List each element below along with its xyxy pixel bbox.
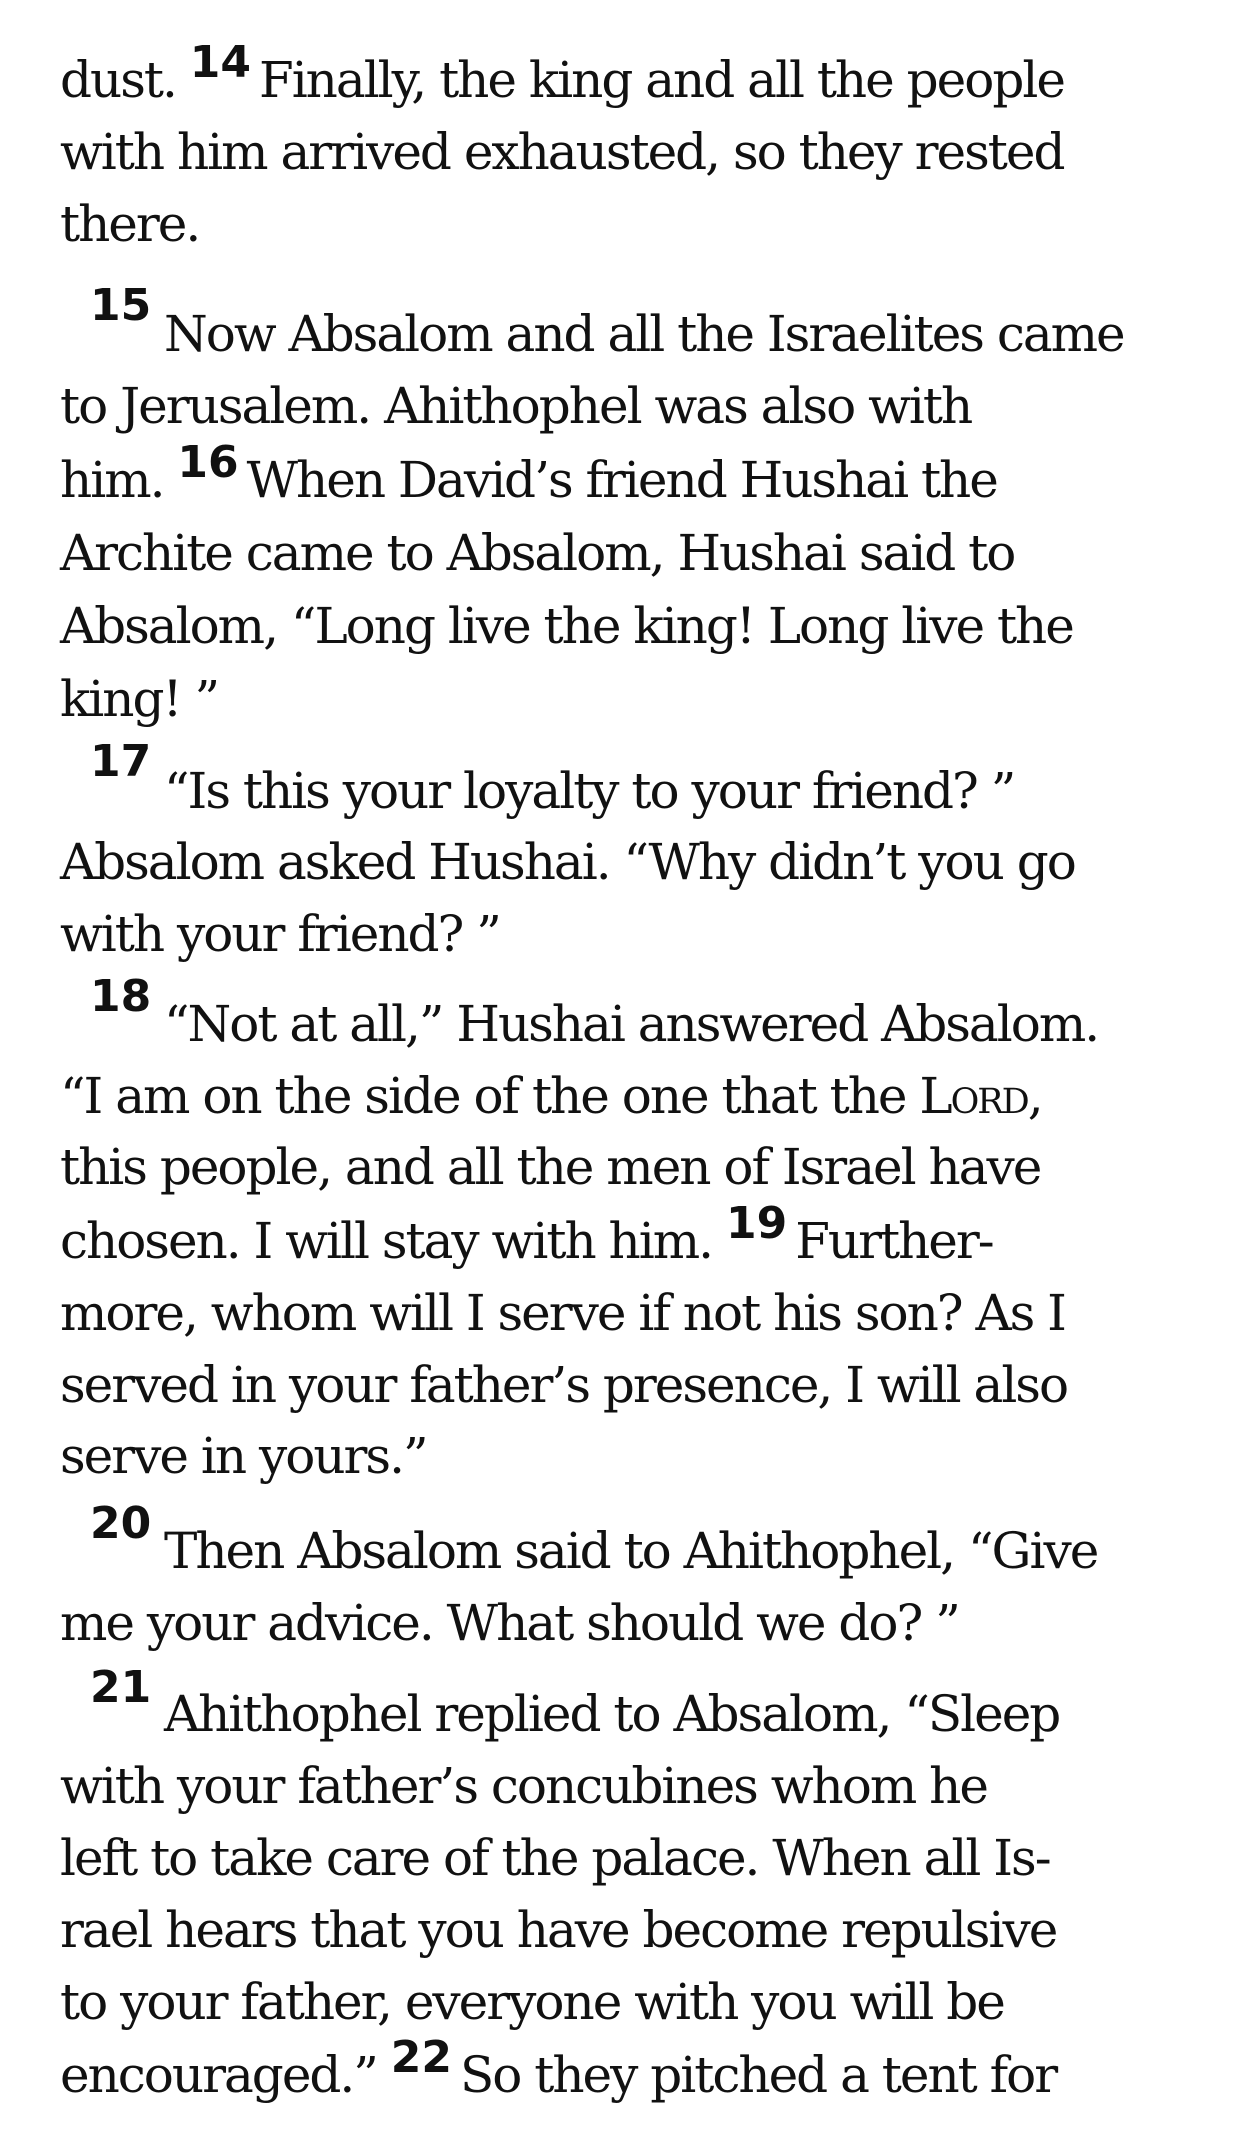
text-line	[60, 2032, 1057, 2111]
text-line	[60, 1198, 993, 1277]
text-segment: So they pitched a tent for	[460, 2046, 1057, 2104]
text-segment: him.	[60, 451, 164, 509]
text-segment: “I am on the side of the one that the	[60, 1067, 906, 1125]
text-line	[60, 437, 997, 516]
divine-name: Lord	[919, 1067, 1028, 1125]
text-line: there.	[60, 195, 200, 253]
text-line: king! ”	[60, 670, 219, 728]
text-line: Archite came to Absalom, Hushai said to	[60, 524, 1015, 582]
text-line: Then Absalom said to Ahithophel, “Give	[164, 1522, 1098, 1580]
text-line	[60, 37, 1064, 116]
text-line: Now Absalom and all the Israelites came	[164, 305, 1124, 363]
verse-number: 17	[90, 736, 152, 787]
verse-number: 21	[90, 1662, 152, 1713]
text-line: more, whom will I serve if not his son? As I	[60, 1284, 1065, 1342]
text-line: rael hears that you have become repulsive	[60, 1901, 1057, 1959]
verse-number: 15	[90, 280, 152, 331]
text-segment: chosen. I will stay with him.	[60, 1212, 713, 1270]
verse-number: 16	[177, 437, 239, 488]
text-line	[60, 1060, 1042, 1132]
text-segment: Further-	[795, 1212, 993, 1270]
text-line: with him arrived exhausted, so they rested	[60, 123, 1064, 181]
text-segment: encouraged.”	[60, 2046, 377, 2104]
text-line: to Jerusalem. Ahithophel was also with	[60, 377, 972, 435]
text-line: with your friend? ”	[60, 905, 500, 963]
text-line: to your father, everyone with you will be	[60, 1973, 1004, 2031]
text-segment: ,	[1027, 1067, 1042, 1125]
text-line: Absalom asked Hushai. “Why didn’t you go	[60, 833, 1075, 891]
verse-number: 22	[390, 2032, 453, 2083]
verse-number: 20	[90, 1498, 152, 1549]
verse-number: 19	[725, 1198, 788, 1249]
text-line: served in your father’s presence, I will also	[60, 1356, 1068, 1414]
text-line: “Not at all,” Hushai answered Absalom.	[164, 995, 1099, 1053]
verse-number: 14	[189, 37, 251, 88]
text-line: left to take care of the palace. When all Is-	[60, 1829, 1050, 1887]
text-line: Ahithophel replied to Absalom, “Sleep	[164, 1685, 1060, 1743]
text-line: with your father’s concubines whom he	[60, 1757, 987, 1815]
text-line: Absalom, “Long live the king! Long live the	[60, 597, 1073, 655]
text-line: this people, and all the men of Israel have	[60, 1138, 1041, 1196]
text-line: “Is this your loyalty to your friend? ”	[164, 762, 1015, 820]
text-line: me your advice. What should we do? ”	[60, 1594, 959, 1652]
text-segment: When David’s friend Hushai the	[246, 451, 997, 509]
text-segment: dust.	[60, 51, 176, 109]
text-segment: Finally, the king and all the people	[259, 51, 1064, 109]
verse-number: 18	[90, 971, 152, 1022]
text-line: serve in yours.”	[60, 1427, 427, 1485]
